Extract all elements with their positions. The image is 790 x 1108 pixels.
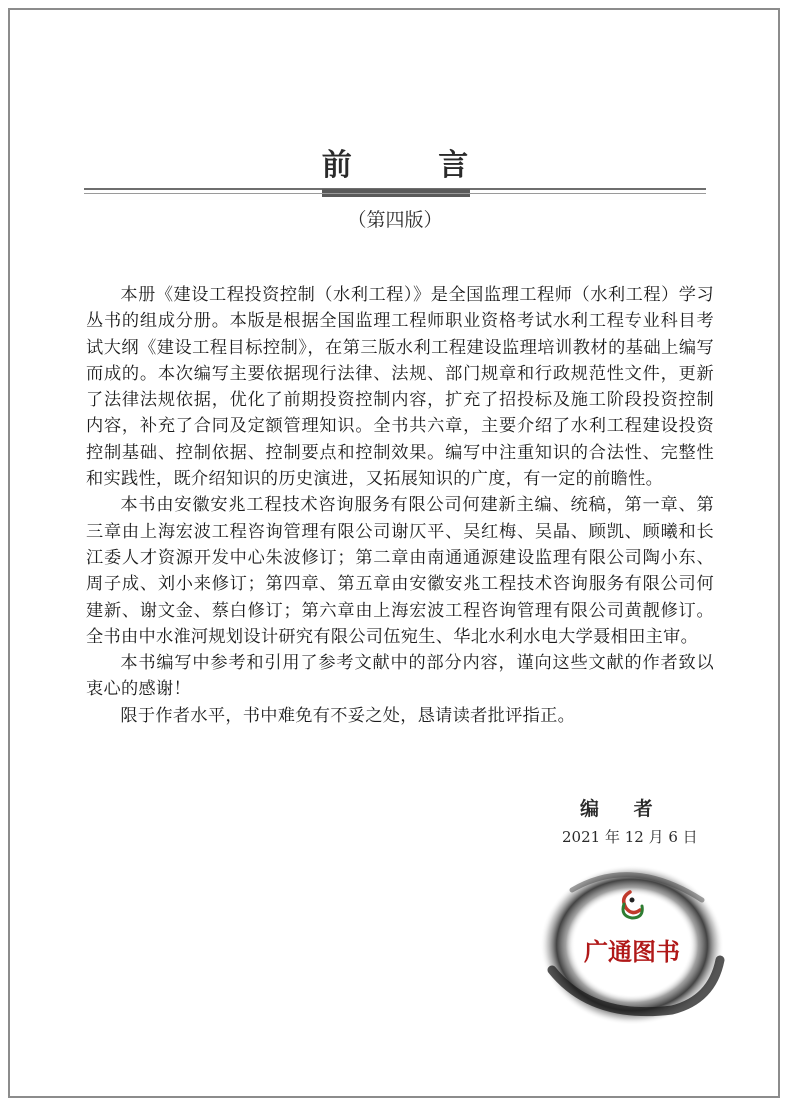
stamp-text: 广通图书 <box>584 937 680 966</box>
preface-body <box>86 282 714 729</box>
signer: 编 者 <box>580 798 667 820</box>
publisher-stamp <box>532 860 732 1030</box>
edition-subtitle: （第四版） <box>347 209 443 231</box>
paragraph-1: 本册《建设工程投资控制（水利工程）》是全国监理工程师（水利工程）学习丛书的组成分册。本版是根据全国监理工程师职业资格考试水利工程专业科目考试大纲《建设工程目标控制》，在第三版水利工程建设监理培训教材的基础上编写而成的。本次编写主要依据现行法律、法规、部门规章和行政规范性文件，更新了法律法规依据，优化了前期投资控制内容，扩充了招投标及施工阶段投资控制内容，补充了合同及定额管理知识。全书共六章，主要介绍了水利工程建设投资控制基础、控制依据、控制要点和控制效果。编写中注重知识的合法性、完整性和实践性，既介绍知识的历史演进，又拓展知识的广度，有一定的前瞻性。 <box>86 285 714 490</box>
title-rule-lower <box>84 193 706 194</box>
paragraph-4: 限于作者水平，书中难免有不妥之处，恳请读者批评指正。 <box>120 705 576 726</box>
paragraph-3: 本书编写中参考和引用了参考文献中的部分内容，谨向这些文献的作者致以衷心的感谢！ <box>86 653 714 700</box>
page-title: 前 言 <box>321 148 507 183</box>
paragraph-2: 本书由安徽安兆工程技术咨询服务有限公司何建新主编、统稿，第一章、第三章由上海宏波工程咨询管理有限公司谢仄平、吴红梅、吴晶、顾凯、顾曦和长江委人才资源开发中心朱波修订；第二章由南通通源建设监理有限公司陶小东、周子成、刘小来修订；第四章、第五章由安徽安兆工程技术咨询服务有限公司何建新、谢文金、蔡白修订；第六章由上海宏波工程咨询管理有限公司黄靓修订。全书由中水淮河规划设计研究有限公司伍宛生、华北水利水电大学聂相田主审。 <box>86 495 714 647</box>
signature-date: 2021 年 12 月 6 日 <box>562 828 698 846</box>
